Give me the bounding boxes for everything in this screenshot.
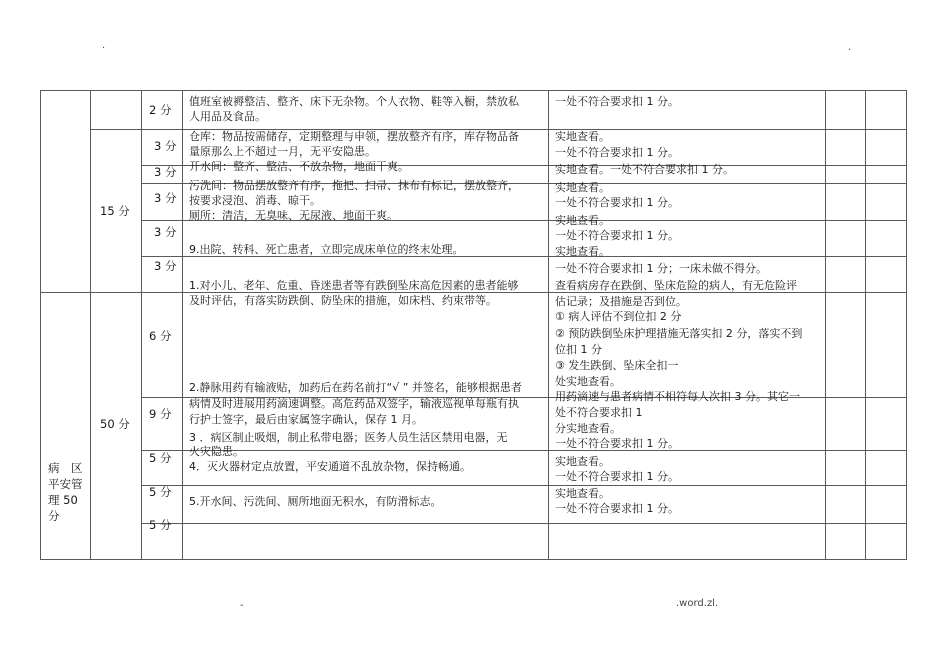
grid-line xyxy=(141,450,907,451)
method-text: 一处不符合要求扣 1 分。 xyxy=(555,95,679,108)
grid-line xyxy=(40,90,907,91)
standard-text: 污洗间：物品摆放整齐有序，拖把、扫帚、抹布有标记，摆放整齐， xyxy=(189,179,519,192)
item-score: 3 分 xyxy=(154,165,177,179)
standard-text: 1.对小儿、老年、危重、昏迷患者等有跌倒坠床高危因素的患者能够 xyxy=(189,279,519,292)
item-score: 3 分 xyxy=(154,191,177,205)
item-score: 3 分 xyxy=(154,139,177,153)
section-label-line: 平安管 xyxy=(48,477,83,491)
grid-line xyxy=(141,90,142,560)
method-text: 估记录；及措施是否到位。 xyxy=(555,295,687,308)
item-score: 2 分 xyxy=(149,103,172,117)
item-score: 5 分 xyxy=(149,518,172,532)
grid-line xyxy=(865,90,866,560)
method-text: 实地查看。 xyxy=(555,245,610,258)
method-text: 一处不符合要求扣 1 分。 xyxy=(555,437,679,450)
method-text: ① 病人评估不到位扣 2 分 xyxy=(555,310,682,323)
method-text: 一处不符合要求扣 1 分。 xyxy=(555,470,679,483)
section-label-line: 分 xyxy=(48,509,60,523)
standard-text: 厕所：清洁，无臭味、无尿液、地面干爽。 xyxy=(189,209,398,222)
grid-line xyxy=(141,485,907,486)
method-text: ② 预防跌倒坠床护理措施无落实扣 2 分，落实不到 xyxy=(555,327,803,340)
standard-text: 2.静脉用药有输液贴，加药后在药名前打“√ ” 并签名，能够根据患者 xyxy=(189,381,522,394)
subtotal-score: 15 分 xyxy=(100,204,130,218)
section-label xyxy=(48,460,83,524)
subtotal-score: 50 分 xyxy=(100,417,130,431)
method-text: 用药滴速与患者病情不相符每人次扣 3 分。其它一 xyxy=(555,390,800,403)
method-text: 实地查看。 xyxy=(555,130,610,143)
standard-text: 火灾隐患。 xyxy=(189,445,244,458)
standard-text: 及时评估，有落实防跌倒、防坠床的措施，如床档、约束带等。 xyxy=(189,294,497,307)
item-score: 3 分 xyxy=(154,259,177,273)
standard-text: 开水间：整齐、整洁、不放杂物，地面干爽。 xyxy=(189,160,409,173)
method-text: 一处不符合要求扣 1 分。 xyxy=(555,229,679,242)
grid-line xyxy=(40,90,41,560)
standard-text: 9.出院、转科、死亡患者，立即完成床单位的终末处理。 xyxy=(189,243,464,256)
standard-text: 5.开水间、污洗间、厕所地面无积水，有防滑标志。 xyxy=(189,495,442,508)
header-mark-right: . xyxy=(848,42,852,53)
method-text: 查看病房存在跌倒、坠床危险的病人，有无危险评 xyxy=(555,279,797,292)
method-text: 处不符合要求扣 1 xyxy=(555,406,643,419)
method-text: 处实地查看。 xyxy=(555,375,621,388)
standard-text: 病情及时进展用药滴速调整。高危药品双签字，输液巡视单每瓶有执 xyxy=(189,397,519,410)
item-score: 3 分 xyxy=(154,225,177,239)
footer-mark-center: - xyxy=(240,600,244,611)
standard-text: 仓库：物品按需储存，定期整理与申领，摆放整齐有序，库存物品备 xyxy=(189,130,519,143)
method-text: 分实地查看。 xyxy=(555,422,621,435)
method-text: 一处不符合要求扣 1 分。 xyxy=(555,196,679,209)
standard-text: 量原那么上不超过一月，无平安隐患。 xyxy=(189,145,376,158)
grid-line xyxy=(40,559,907,560)
item-score: 6 分 xyxy=(149,329,172,343)
section-label-line: 病 区 xyxy=(48,461,83,475)
standard-text: 3 ．病区制止吸烟，制止私带电器；医务人员生活区禁用电器，无 xyxy=(189,431,508,444)
grid-line xyxy=(548,90,549,560)
grid-line xyxy=(825,90,826,560)
method-text: 实地查看。一处不符合要求扣 1 分。 xyxy=(555,163,734,176)
method-text: 实地查看。 xyxy=(555,181,610,194)
item-score: 9 分 xyxy=(149,407,172,421)
standard-text: 行护士签字，最后由家属签字确认，保存 1 月。 xyxy=(189,413,423,426)
method-text: 一处不符合要求扣 1 分。 xyxy=(555,146,679,159)
method-text: 实地查看。 xyxy=(555,455,610,468)
grid-line xyxy=(906,90,907,560)
standard-text: 4．灭火器材定点放置，平安通道不乱放杂物，保持畅通。 xyxy=(189,460,471,473)
grid-line xyxy=(141,523,907,524)
item-score: 5 分 xyxy=(149,485,172,499)
standard-text: 值班室被褥整洁、整齐、床下无杂物。个人衣物、鞋等入橱，禁放私 xyxy=(189,95,519,108)
method-text: 位扣 1 分 xyxy=(555,343,602,356)
method-text: ③ 发生跌倒、坠床全扣一 xyxy=(555,359,679,372)
standard-text: 人用品及食品。 xyxy=(189,110,266,123)
method-text: 一处不符合要求扣 1 分；一床未做不得分。 xyxy=(555,262,767,275)
header-mark-left: . xyxy=(102,40,106,51)
footer-source: .word.zl. xyxy=(676,598,719,609)
grid-line xyxy=(182,90,183,560)
section-label-line: 理 50 xyxy=(48,493,78,507)
method-text: 一处不符合要求扣 1 分。 xyxy=(555,502,679,515)
item-score: 5 分 xyxy=(149,451,172,465)
method-text: 实地查看。 xyxy=(555,214,610,227)
standard-text: 按要求浸泡、消毒、晾干。 xyxy=(189,194,321,207)
grid-line xyxy=(90,90,91,560)
method-text: 实地查看。 xyxy=(555,487,610,500)
